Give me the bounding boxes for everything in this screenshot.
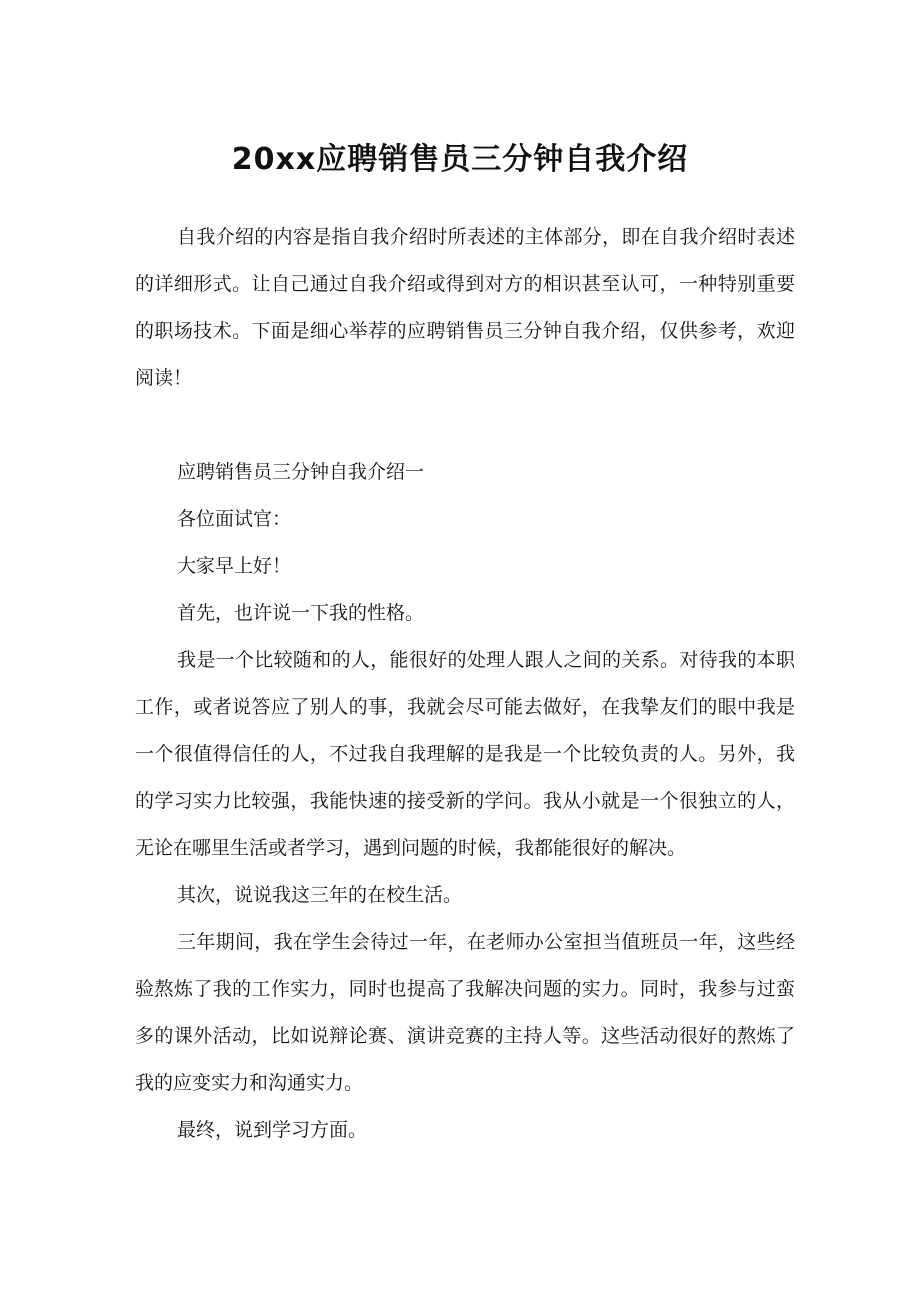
document-body (135, 214, 795, 1154)
paragraph-spacer (135, 402, 795, 449)
intro-paragraph: 自我介绍的内容是指自我介绍时所表述的主体部分，即在自我介绍时表述的详细形式。让自己通过自我介绍或得到对方的相识甚至认可，一种特别重要的职场技术。下面是细心举荐的应聘销售员三分钟自我介绍，仅供参考，欢迎阅读！ (135, 226, 795, 389)
study-intro-paragraph: 最终，说到学习方面。 (177, 1119, 368, 1141)
school-life-intro-paragraph: 其次，说说我这三年的在校生活。 (177, 884, 463, 906)
document-title: 20xx应聘销售员三分钟自我介绍 (231, 142, 689, 177)
personality-paragraph: 我是一个比较随和的人，能很好的处理人跟人之间的关系。对待我的本职工作，或者说答应了别人的事，我就会尽可能去做好，在我挚友们的眼中我是一个很值得信任的人，不过我自我理解的是我是一个比较负责的人。另外，我的学习实力比较强，我能快速的接受新的学问。我从小就是一个很独立的人，无论在哪里生活或者学习，遇到问题的时候，我都能很好的解决。 (135, 649, 795, 859)
salutation-paragraph: 大家早上好！ (177, 555, 292, 577)
school-life-paragraph: 三年期间，我在学生会待过一年，在老师办公室担当值班员一年，这些经验熬炼了我的工作实力，同时也提高了我解决问题的实力。同时，我参与过蛮多的课外活动，比如说辩论赛、演讲竞赛的主持人等。这些活动很好的熬炼了我的应变实力和沟通实力。 (135, 931, 795, 1094)
section-heading: 应聘销售员三分钟自我介绍一 (177, 461, 425, 483)
greeting-paragraph: 各位面试官： (177, 508, 292, 530)
personality-intro-paragraph: 首先，也许说一下我的性格。 (177, 602, 425, 624)
